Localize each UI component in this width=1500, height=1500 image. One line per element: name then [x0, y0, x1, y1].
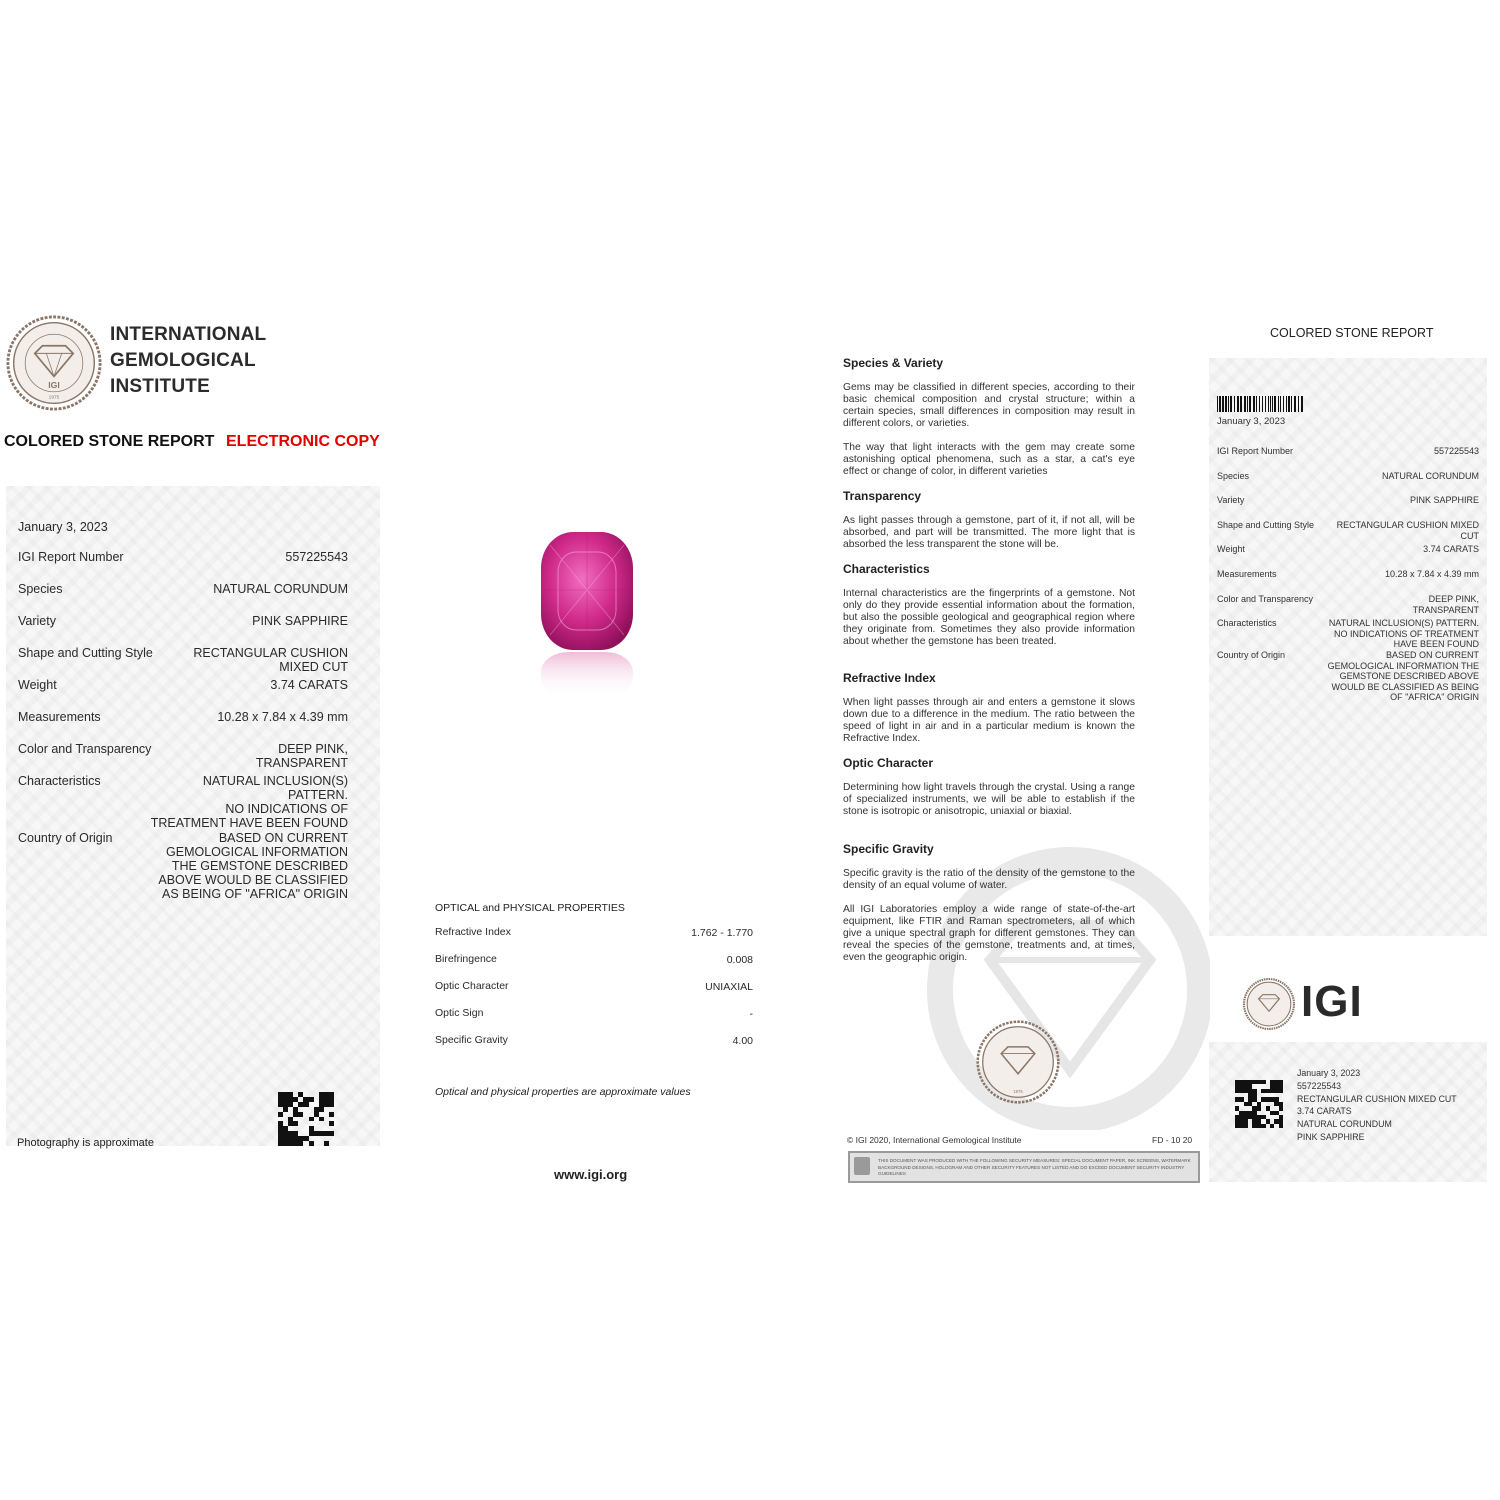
report-page-4 — [1205, 300, 1495, 1200]
page4-title: COLORED STONE REPORT — [1270, 326, 1434, 340]
detail-value: BASED ON CURRENT GEMOLOGICAL INFORMATION THE GEMSTONE DESCRIBED ABOVE WOULD BE CLASSIFIED AS BEING OF "AFRICA" ORIGIN — [158, 831, 348, 901]
section-heading: Transparency — [843, 489, 922, 503]
qr-code — [278, 1092, 334, 1146]
property-label: Optic Sign — [435, 1007, 484, 1019]
property-label: Birefringence — [435, 953, 497, 965]
igi-logo — [1243, 976, 1393, 1032]
stub-lines — [1297, 1067, 1457, 1144]
property-value: - — [749, 1008, 753, 1020]
qr-code — [1235, 1080, 1283, 1128]
section-heading: Refractive Index — [843, 671, 936, 685]
detail-label: IGI Report Number — [18, 550, 124, 564]
detail-value: NATURAL CORUNDUM — [1381, 471, 1479, 481]
section-paragraph: All IGI Laboratories employ a wide range of state-of-the-art equipment, like FTIR and Raman spectrometers, all of which give a unique spectral graph for different gemstones. They can reveal the species of the gemstone, treatments and, at times, even the geographic origin. — [843, 904, 1135, 963]
detail-label: Characteristics — [1217, 618, 1277, 628]
lock-icon — [854, 1157, 870, 1175]
gemstone-photo — [538, 530, 638, 700]
institute-name-line: INTERNATIONAL — [110, 324, 267, 345]
property-value: 0.008 — [726, 954, 753, 966]
security-note: THIS DOCUMENT WAS PRODUCED WITH THE FOLLOWING SECURITY MEASURES: SPECIAL DOCUMENT PAPER, INK SCREENS, WATERMARK BACKGROUND DESIGNS, HOLOGRAM AND OTHER SECURITY FEATURES NOT LISTED AND DO EXCEED DOCUMENT SECURITY INDUSTRY GUIDELINES — [878, 1158, 1191, 1176]
detail-value: 557225543 — [285, 550, 348, 564]
igi-seal-small — [976, 1020, 1060, 1104]
igi-seal — [6, 315, 102, 411]
section-optic-character — [843, 756, 1135, 818]
detail-value: 557225543 — [1433, 446, 1479, 456]
stub-line: January 3, 2023 — [1297, 1068, 1361, 1078]
detail-label: Weight — [18, 678, 57, 692]
detail-label: Color and Transparency — [18, 742, 152, 756]
detail-value: NATURAL CORUNDUM — [213, 582, 348, 596]
properties-title: OPTICAL and PHYSICAL PROPERTIES — [435, 902, 625, 914]
detail-value: RECTANGULAR CUSHION MIXED CUT — [193, 646, 348, 674]
detail-label: Variety — [18, 614, 56, 628]
institute-name-line: GEMOLOGICAL — [110, 350, 256, 371]
section-paragraph: The way that light interacts with the gem may create some astonishing optical phenomena, such as a star, a cat's eye effect or change of color, in different varieties — [843, 442, 1135, 477]
property-value: UNIAXIAL — [705, 981, 753, 993]
detail-value: 10.28 x 7.84 x 4.39 mm — [1384, 569, 1479, 579]
detail-value: NATURAL INCLUSION(S) PATTERN. NO INDICATIONS OF TREATMENT HAVE BEEN FOUND — [1328, 618, 1479, 649]
svg-text:1975: 1975 — [48, 395, 60, 401]
section-transparency — [843, 489, 1135, 551]
properties-note: Optical and physical properties are approximate values — [435, 1086, 691, 1098]
section-heading: Specific Gravity — [843, 842, 934, 856]
page4-date: January 3, 2023 — [1217, 416, 1286, 427]
report-page-3 — [830, 340, 1210, 1200]
report-details-panel — [6, 486, 380, 1146]
stub-line: NATURAL CORUNDUM — [1297, 1119, 1392, 1130]
stub-line: 3.74 CARATS — [1297, 1106, 1352, 1117]
detail-value: PINK SAPPHIRE — [1409, 495, 1479, 505]
detail-label: Weight — [1217, 544, 1245, 554]
report-stub — [1209, 1042, 1487, 1182]
report-title: COLORED STONE REPORT — [4, 433, 215, 450]
property-label: Refractive Index — [435, 926, 511, 938]
stub-line: PINK SAPPHIRE — [1297, 1131, 1365, 1142]
form-code: FD - 10 20 — [1152, 1135, 1193, 1145]
detail-label: Species — [18, 582, 63, 596]
igi-seal-icon — [976, 1020, 1060, 1104]
copyright: © IGI 2020, International Gemological Institute — [847, 1135, 1022, 1145]
website-link[interactable]: www.igi.org — [554, 1167, 628, 1182]
detail-label: Shape and Cutting Style — [1217, 520, 1315, 530]
detail-value: DEEP PINK, TRANSPARENT — [255, 742, 348, 770]
stub-line: 557225543 — [1297, 1080, 1342, 1091]
detail-value: 3.74 CARATS — [270, 678, 348, 692]
section-paragraph: Determining how light travels through the crystal. Using a range of specialized instruments, we will be able to establish if the stone is isotropic or anisotropic, uniaxial or biaxial. — [843, 782, 1135, 817]
stub-line: RECTANGULAR CUSHION MIXED CUT — [1297, 1093, 1457, 1104]
svg-text:IGI: IGI — [48, 379, 60, 390]
detail-value: 10.28 x 7.84 x 4.39 mm — [217, 710, 348, 724]
detail-value: BASED ON CURRENT GEMOLOGICAL INFORMATION THE GEMSTONE DESCRIBED ABOVE WOULD BE CLASSIFIED AS BEING OF "AFRICA" ORIGIN — [1327, 650, 1479, 702]
igi-seal-icon — [6, 315, 102, 411]
section-characteristics — [843, 562, 1135, 648]
detail-label: Country of Origin — [18, 831, 113, 845]
section-paragraph: When light passes through air and enters a gemstone it slows down due to a difference in the medium. The ratio between the speed of light in air and in a particular medium is known the Refractive Index. — [843, 697, 1135, 744]
detail-label: Country of Origin — [1217, 650, 1286, 660]
security-strip — [848, 1151, 1200, 1183]
section-paragraph: Specific gravity is the ratio of the density of the gemstone to the density of an equal volume of water. — [843, 868, 1135, 891]
section-paragraph: As light passes through a gemstone, part of it, if not all, will be absorbed, and part will be transmitted. The more light that is absorbed the less transparent the stone will be. — [843, 515, 1135, 550]
detail-label: Measurements — [1217, 569, 1277, 579]
section-refractive-index — [843, 671, 1135, 745]
detail-value: RECTANGULAR CUSHION MIXED CUT — [1336, 520, 1479, 541]
section-heading: Species & Variety — [843, 356, 944, 370]
detail-label: Variety — [1217, 495, 1245, 505]
section-heading: Characteristics — [843, 562, 930, 576]
report-date: January 3, 2023 — [18, 520, 108, 534]
section-species-variety — [843, 356, 1135, 478]
section-paragraph: Internal characteristics are the fingerprints of a gemstone. Not only do they provide essential information about the formation, but also the possible geological and geographical region where they originate from. Sometimes they also provide information about whether the gemstone has been treated. — [843, 588, 1135, 647]
electronic-copy-label: ELECTRONIC COPY — [226, 433, 380, 450]
barcode — [1217, 396, 1303, 412]
svg-text:1975: 1975 — [1013, 1089, 1023, 1095]
properties-table — [435, 926, 753, 1056]
detail-label: IGI Report Number — [1217, 446, 1294, 456]
photography-note: Photography is approximate — [17, 1137, 154, 1149]
section-paragraph: Gems may be classified in different species, according to their basic chemical composition and crystal structure; within a certain species, small differences in composition may result in different colors, or varieties. — [843, 382, 1135, 429]
section-specific-gravity — [843, 842, 1135, 964]
property-label: Optic Character — [435, 980, 509, 992]
property-label: Specific Gravity — [435, 1034, 508, 1046]
page4-details-panel — [1209, 358, 1487, 936]
igi-seal-icon — [1243, 978, 1295, 1030]
detail-value: 3.74 CARATS — [1423, 544, 1479, 554]
property-value: 1.762 - 1.770 — [691, 927, 753, 939]
detail-label: Species — [1217, 471, 1250, 481]
detail-value: DEEP PINK, TRANSPARENT — [1412, 594, 1479, 615]
report-page-1 — [0, 300, 390, 1180]
property-value: 4.00 — [732, 1035, 753, 1047]
report-page-2 — [400, 300, 800, 1200]
detail-label: Characteristics — [18, 774, 101, 788]
section-heading: Optic Character — [843, 756, 934, 770]
institute-name — [110, 322, 266, 400]
detail-label: Color and Transparency — [1217, 594, 1314, 604]
igi-logo-text: IGI — [1301, 977, 1363, 1026]
detail-value: PINK SAPPHIRE — [252, 614, 348, 628]
detail-label: Shape and Cutting Style — [18, 646, 153, 660]
detail-value: NATURAL INCLUSION(S) PATTERN. NO INDICATIONS OF TREATMENT HAVE BEEN FOUND — [150, 774, 348, 830]
institute-name-line: INSTITUTE — [110, 376, 210, 397]
detail-label: Measurements — [18, 710, 101, 724]
